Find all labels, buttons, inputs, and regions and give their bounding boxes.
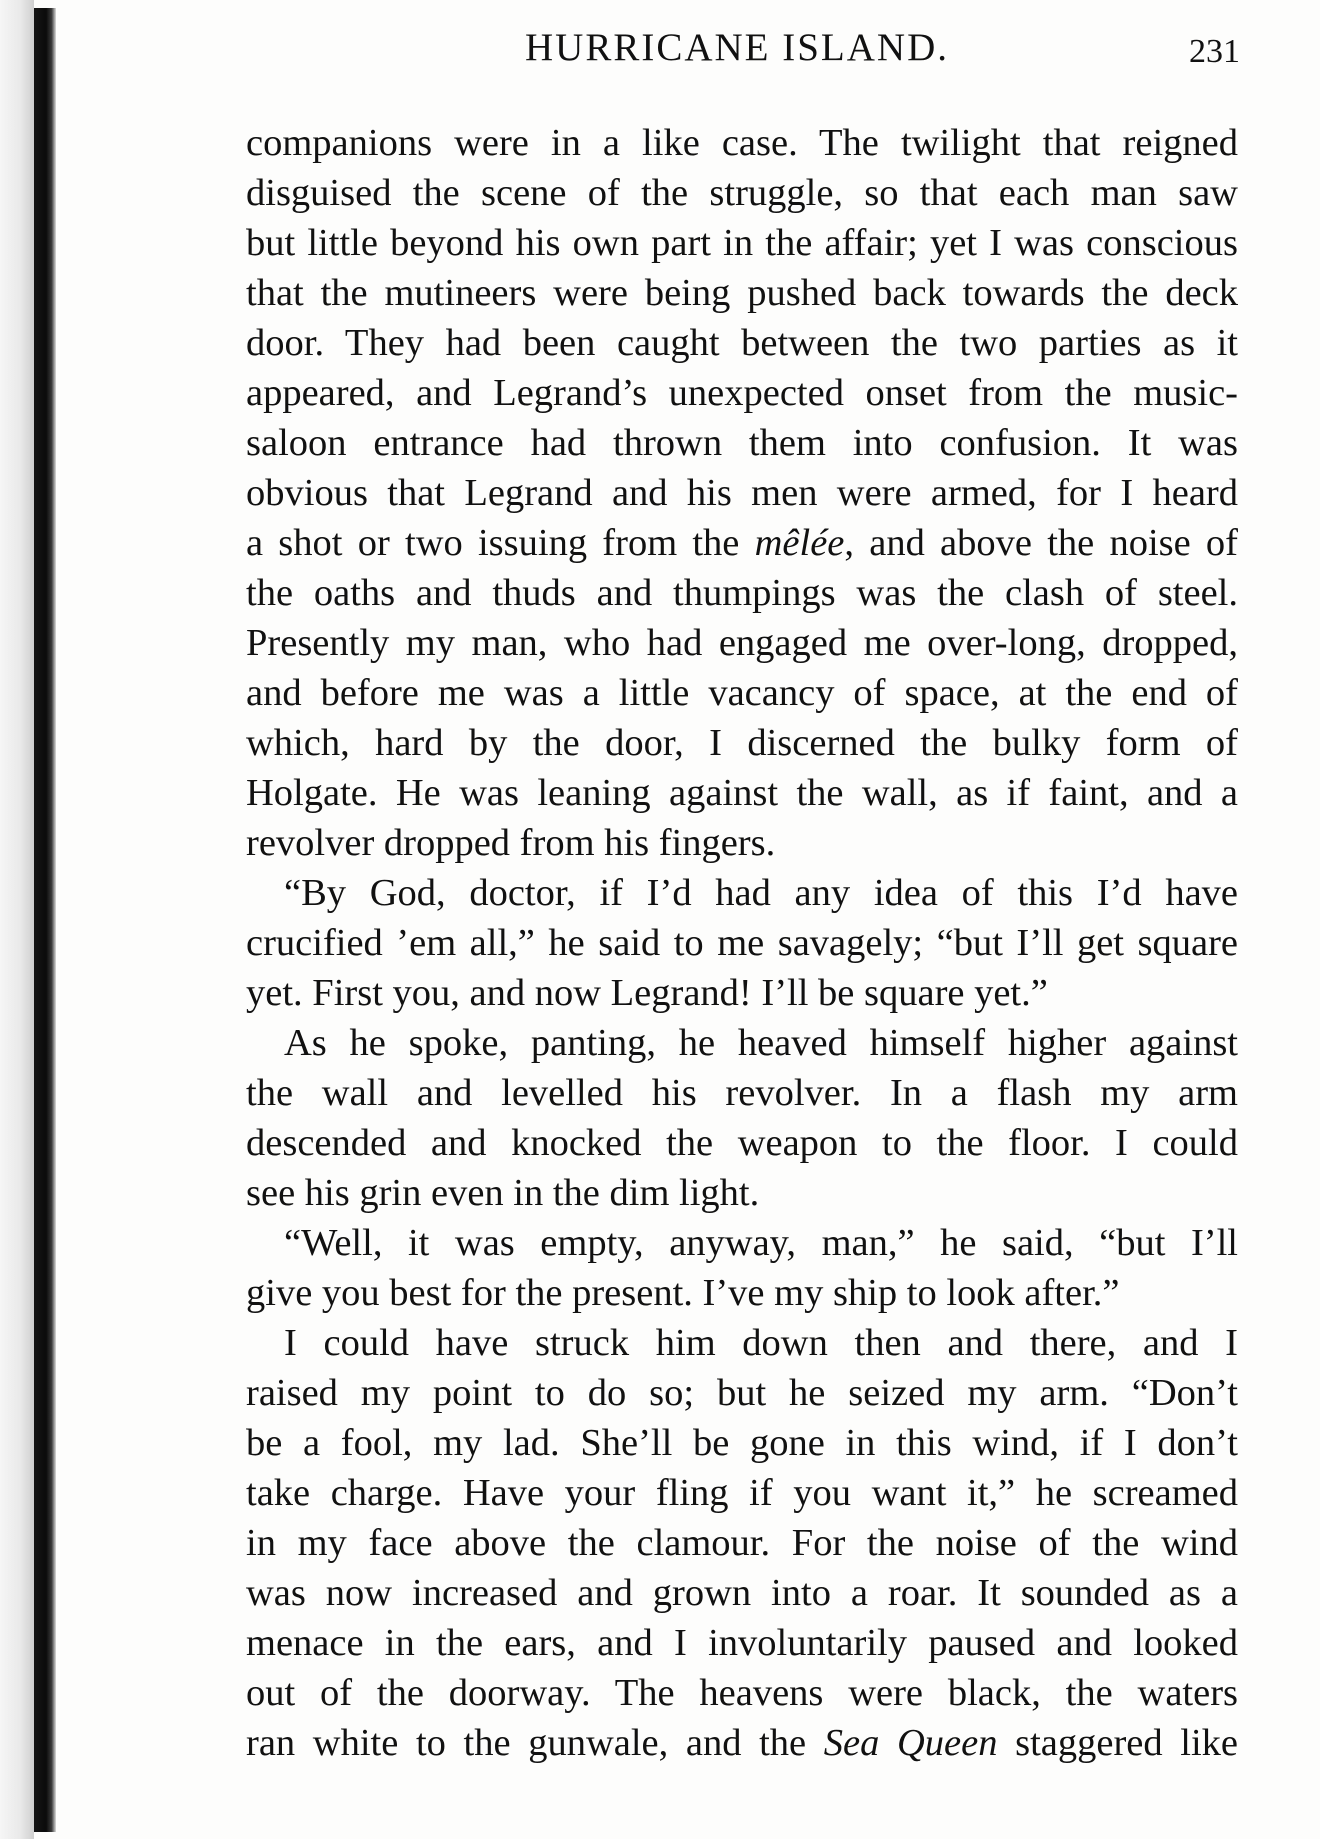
text-line: As he spoke, panting, he heaved himself higher against xyxy=(284,1022,1238,1064)
text-line: companions were in a like case. The twilight that reigned xyxy=(246,122,1238,164)
text-line: menace in the ears, and I involuntarily paused and looked xyxy=(246,1622,1238,1664)
text-line: give you best for the present. I’ve my ship to look after.” xyxy=(246,1272,1120,1314)
text-line: ran white to the gunwale, and the Sea Queen staggered like xyxy=(246,1722,1238,1764)
italic-term: mêlée xyxy=(754,522,845,564)
text-line: in my face above the clamour. For the noise of the wind xyxy=(246,1522,1238,1564)
text-line: obvious that Legrand and his men were armed, for I heard xyxy=(246,472,1238,514)
text-line: appeared, and Legrand’s unexpected onset from the music- xyxy=(246,372,1238,414)
page-header xyxy=(245,18,1245,78)
text-line: was now increased and grown into a roar. It sounded as a xyxy=(246,1572,1238,1614)
text-line: disguised the scene of the struggle, so that each man saw xyxy=(246,172,1238,214)
text-line: that the mutineers were being pushed back towards the deck xyxy=(246,272,1238,314)
binding-edge xyxy=(34,8,56,1832)
text-line: Holgate. He was leaning against the wall, as if faint, and a xyxy=(246,772,1238,814)
text-line: descended and knocked the weapon to the floor. I could xyxy=(246,1122,1238,1164)
text-line: “By God, doctor, if I’d had any idea of this I’d have xyxy=(284,872,1238,914)
text-line: saloon entrance had thrown them into confusion. It was xyxy=(246,422,1238,464)
text-line: door. They had been caught between the two parties as it xyxy=(246,322,1238,364)
text-line: the wall and levelled his revolver. In a flash my arm xyxy=(246,1072,1238,1114)
text-line: take charge. Have your fling if you want it,” he screamed xyxy=(246,1472,1238,1514)
binding-shadow xyxy=(0,0,34,1839)
text-line: Presently my man, who had engaged me over-long, dropped, xyxy=(246,622,1238,664)
text-line: and before me was a little vacancy of space, at the end of xyxy=(246,672,1238,714)
text-line: revolver dropped from his fingers. xyxy=(246,822,776,864)
text-line: which, hard by the door, I discerned the bulky form of xyxy=(246,722,1238,764)
page-number: 231 xyxy=(1189,33,1240,70)
text-line: I could have struck him down then and there, and I xyxy=(284,1322,1238,1364)
text-line: out of the doorway. The heavens were black, the waters xyxy=(246,1672,1238,1714)
italic-term: Sea Queen xyxy=(823,1722,998,1764)
text-line: a shot or two issuing from the mêlée, and above the noise of xyxy=(246,522,1239,564)
text-line: but little beyond his own part in the affair; yet I was conscious xyxy=(246,222,1238,264)
text-line: the oaths and thuds and thumpings was the clash of steel. xyxy=(246,572,1238,614)
text-line: “Well, it was empty, anyway, man,” he said, “but I’ll xyxy=(284,1222,1238,1264)
running-title: HURRICANE ISLAND. xyxy=(525,26,949,69)
text-line: see his grin even in the dim light. xyxy=(246,1172,760,1214)
text-line: yet. First you, and now Legrand! I’ll be square yet.” xyxy=(246,972,1048,1014)
text-line: raised my point to do so; but he seized my arm. “Don’t xyxy=(246,1372,1238,1414)
text-line: be a fool, my lad. She’ll be gone in this wind, if I don’t xyxy=(246,1422,1238,1464)
text-line: crucified ’em all,” he said to me savagely; “but I’ll get square xyxy=(246,922,1238,964)
body-text xyxy=(246,118,1238,1768)
